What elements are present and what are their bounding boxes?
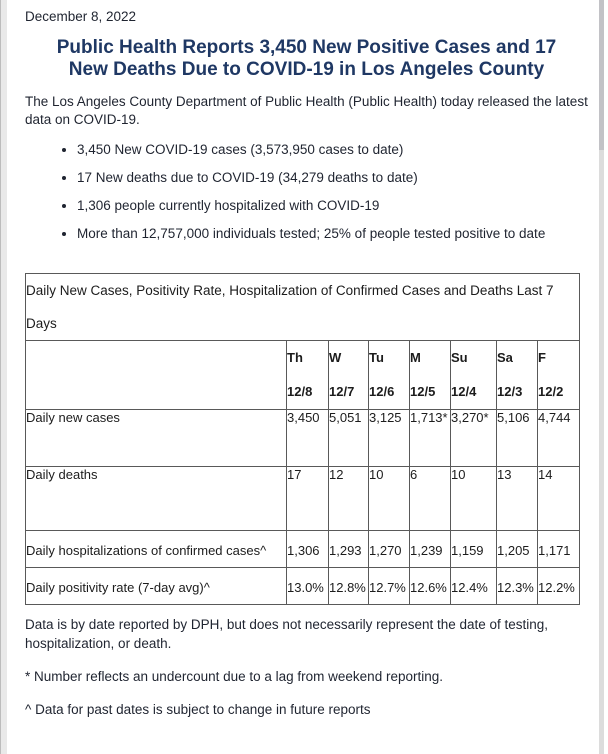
- summary-item-hospitalized: • 1,306 people currently hospitalized with COVID-19: [77, 197, 588, 214]
- data-cell: 5,051: [329, 410, 369, 467]
- data-cell: 5,106: [497, 410, 538, 467]
- table-row-positivity-rate: [26, 568, 580, 605]
- data-cell: 10: [369, 467, 410, 531]
- column-header-th: [287, 341, 329, 410]
- data-cell: 10: [451, 467, 497, 531]
- summary-item-new-cases: • 3,450 New COVID-19 cases (3,573,950 cases to date): [77, 141, 588, 158]
- data-cell: 3,270*: [451, 410, 497, 467]
- data-cell: 3,125: [369, 410, 410, 467]
- column-date: 12/3: [497, 384, 523, 399]
- row-label: Daily positivity rate (7-day avg)^: [26, 568, 287, 605]
- column-header-m: [410, 341, 451, 410]
- data-cell: 12.3%: [497, 568, 538, 605]
- row-label: Daily deaths: [26, 467, 287, 531]
- column-day: M: [410, 350, 421, 365]
- data-cell: 14: [538, 467, 580, 531]
- column-date: 12/6: [369, 384, 395, 399]
- row-label: Daily new cases: [26, 410, 287, 467]
- column-date: 12/8: [287, 384, 313, 399]
- column-day: Th: [287, 350, 303, 365]
- data-cell: 1,159: [451, 531, 497, 568]
- table-row-daily-new-cases: [26, 410, 580, 467]
- data-cell: 4,744: [538, 410, 580, 467]
- press-release: [25, 0, 588, 733]
- column-header-tu: [369, 341, 410, 410]
- data-cell: 12.6%: [410, 568, 451, 605]
- data-cell: 1,293: [329, 531, 369, 568]
- column-day: W: [329, 350, 342, 365]
- table-row-daily-deaths: [26, 467, 580, 531]
- column-day: Sa: [497, 350, 513, 365]
- summary-list: [25, 141, 588, 242]
- data-cell: 12: [329, 467, 369, 531]
- column-header-f: [538, 341, 580, 410]
- window-left-edge: [0, 0, 7, 754]
- scrollbar-thumb[interactable]: [599, 0, 604, 150]
- column-date: 12/2: [538, 384, 564, 399]
- intro-paragraph: The Los Angeles County Department of Public Health (Public Health) today released the latest data on COVID-19.: [25, 94, 588, 127]
- data-cell: 1,713*: [410, 410, 451, 467]
- data-cell: 13: [497, 467, 538, 531]
- column-header-w: [329, 341, 369, 410]
- table-title: Daily New Cases, Positivity Rate, Hospitalization of Confirmed Cases and Deaths Last 7 Days: [26, 274, 580, 341]
- covid-stats-table: [25, 273, 580, 605]
- data-cell: 6: [410, 467, 451, 531]
- column-date: 12/4: [451, 384, 477, 399]
- data-cell: 12.4%: [451, 568, 497, 605]
- data-cell: 13.0%: [287, 568, 329, 605]
- note-caret: ^ Data for past dates is subject to change in future reports: [25, 702, 371, 717]
- table-header-row: [26, 341, 580, 410]
- data-cell: 1,306: [287, 531, 329, 568]
- column-header-sa: [497, 341, 538, 410]
- page-title-line2: New Deaths Due to COVID-19 in Los Angeles County: [68, 59, 545, 80]
- report-date: December 8, 2022: [25, 9, 137, 24]
- summary-item-new-deaths: • 17 New deaths due to COVID-19 (34,279 deaths to date): [77, 169, 588, 186]
- footnotes: [25, 615, 588, 719]
- column-date: 12/7: [329, 384, 355, 399]
- table-title-row: [26, 274, 580, 341]
- column-day: Su: [451, 350, 468, 365]
- data-cell: 1,205: [497, 531, 538, 568]
- column-day: F: [538, 350, 546, 365]
- column-header-su: [451, 341, 497, 410]
- page-title: [25, 37, 588, 81]
- row-label-header: [26, 341, 287, 410]
- table-row-hospitalizations: [26, 531, 580, 568]
- data-cell: 12.2%: [538, 568, 580, 605]
- column-day: Tu: [369, 350, 384, 365]
- data-cell: 3,450: [287, 410, 329, 467]
- column-date: 12/5: [410, 384, 436, 399]
- page-title-line1: Public Health Reports 3,450 New Positive Cases and 17: [56, 37, 557, 58]
- row-label: Daily hospitalizations of confirmed cases^: [26, 531, 287, 568]
- data-cell: 1,239: [410, 531, 451, 568]
- summary-item-tested: • More than 12,757,000 individuals tested; 25% of people tested positive to date: [77, 225, 588, 242]
- note-asterisk: * Number reflects an undercount due to a lag from weekend reporting.: [25, 669, 443, 684]
- data-cell: 17: [287, 467, 329, 531]
- data-cell: 1,171: [538, 531, 580, 568]
- data-cell: 12.8%: [329, 568, 369, 605]
- note-reporting-basis: Data is by date reported by DPH, but does not necessarily represent the date of testing, hospitalization, or death.: [25, 617, 549, 651]
- data-cell: 12.7%: [369, 568, 410, 605]
- data-cell: 1,270: [369, 531, 410, 568]
